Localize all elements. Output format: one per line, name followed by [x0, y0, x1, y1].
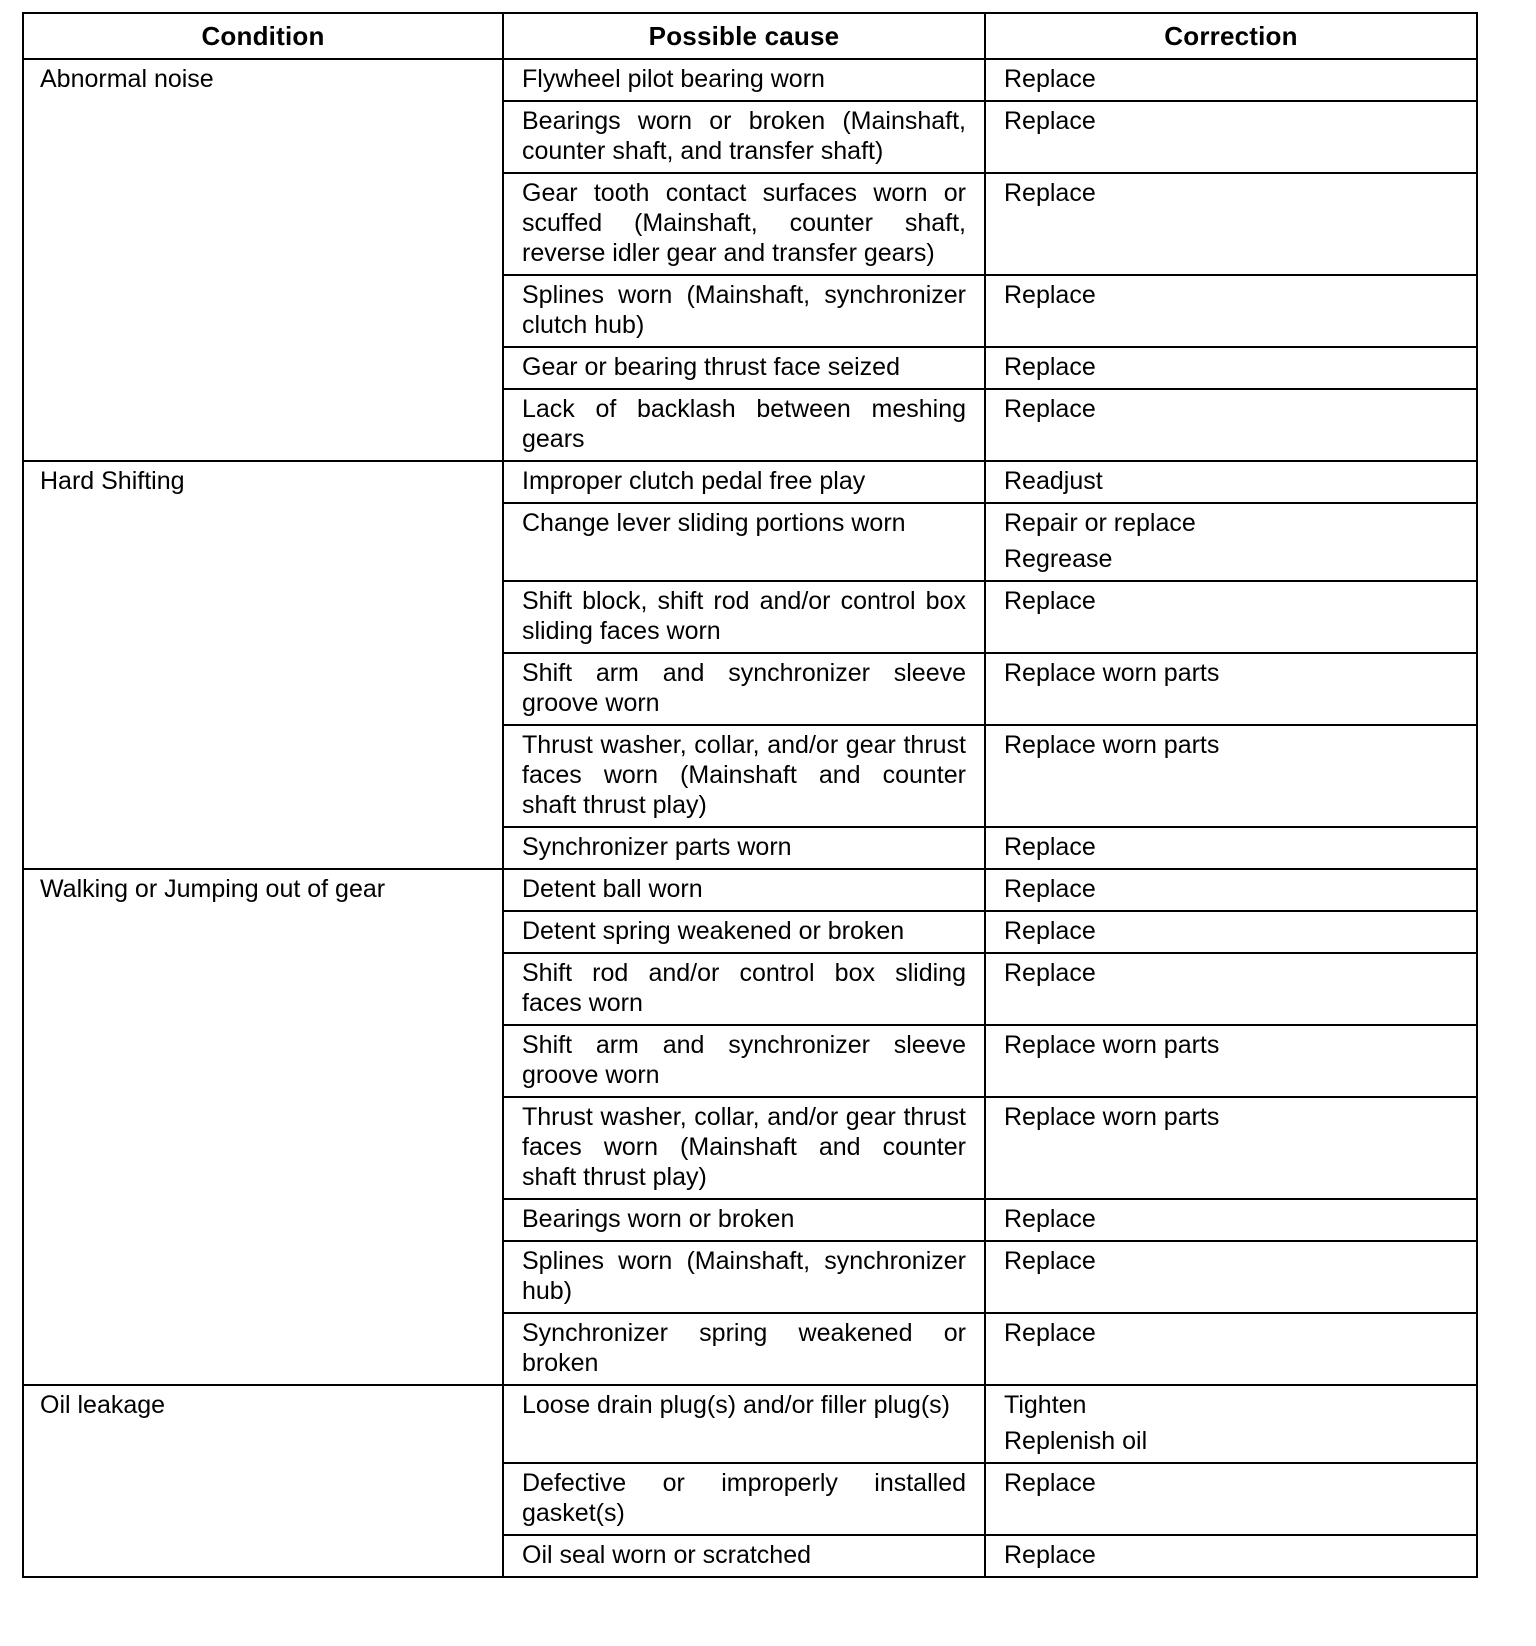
header-correction: Correction	[985, 13, 1477, 59]
table-row	[23, 461, 1477, 503]
header-row	[23, 13, 1477, 59]
possible-cause-cell: Shift rod and/or control box sliding faces worn	[503, 953, 985, 1025]
correction-cell	[985, 503, 1477, 581]
possible-cause-cell: Bearings worn or broken (Mainshaft, counter shaft, and transfer shaft)	[503, 101, 985, 173]
possible-cause-cell: Thrust washer, collar, and/or gear thrust faces worn (Mainshaft and counter shaft thrust play)	[503, 725, 985, 827]
troubleshooting-table-container	[22, 12, 1478, 1578]
correction-cell	[985, 1313, 1477, 1385]
table-row	[23, 869, 1477, 911]
possible-cause-cell: Lack of backlash between meshing gears	[503, 389, 985, 461]
correction-cell	[985, 389, 1477, 461]
correction-text: Replace	[1004, 875, 1096, 903]
table-row	[23, 59, 1477, 101]
possible-cause-cell: Gear tooth contact surfaces worn or scuffed (Mainshaft, counter shaft, reverse idler gear and transfer gears)	[503, 173, 985, 275]
possible-cause-cell: Synchronizer parts worn	[503, 827, 985, 869]
correction-cell	[985, 1025, 1477, 1097]
correction-cell	[985, 1463, 1477, 1535]
header-possible-cause: Possible cause	[503, 13, 985, 59]
correction-text: Replace	[1004, 959, 1096, 987]
correction-cell	[985, 347, 1477, 389]
correction-text: Replace	[1004, 1205, 1096, 1233]
possible-cause-cell: Gear or bearing thrust face seized	[503, 347, 985, 389]
possible-cause-cell: Improper clutch pedal free play	[503, 461, 985, 503]
possible-cause-cell: Flywheel pilot bearing worn	[503, 59, 985, 101]
possible-cause-cell: Detent ball worn	[503, 869, 985, 911]
correction-cell	[985, 653, 1477, 725]
condition-cell: Hard Shifting	[23, 461, 503, 869]
correction-cell	[985, 1199, 1477, 1241]
possible-cause-cell: Shift block, shift rod and/or control box sliding faces worn	[503, 581, 985, 653]
possible-cause-cell: Detent spring weakened or broken	[503, 911, 985, 953]
possible-cause-cell: Shift arm and synchronizer sleeve groove worn	[503, 1025, 985, 1097]
correction-text: Replace worn parts	[1004, 1031, 1220, 1059]
correction-text: Regrease	[1004, 545, 1113, 573]
possible-cause-cell: Defective or improperly installed gasket(s)	[503, 1463, 985, 1535]
correction-text: Replace worn parts	[1004, 659, 1220, 687]
correction-text: Replace	[1004, 917, 1096, 945]
correction-text: Replenish oil	[1004, 1427, 1148, 1455]
correction-text: Replace	[1004, 587, 1096, 615]
correction-cell	[985, 911, 1477, 953]
correction-text: Replace	[1004, 1319, 1096, 1347]
possible-cause-cell: Bearings worn or broken	[503, 1199, 985, 1241]
correction-text: Replace worn parts	[1004, 731, 1220, 759]
correction-cell	[985, 725, 1477, 827]
possible-cause-cell: Splines worn (Mainshaft, synchronizer clutch hub)	[503, 275, 985, 347]
possible-cause-cell: Synchronizer spring weakened or broken	[503, 1313, 985, 1385]
correction-text: Replace	[1004, 1247, 1096, 1275]
correction-cell	[985, 869, 1477, 911]
correction-cell	[985, 173, 1477, 275]
correction-text: Replace	[1004, 1469, 1096, 1497]
correction-cell	[985, 1385, 1477, 1463]
correction-text: Replace	[1004, 281, 1096, 309]
possible-cause-cell: Shift arm and synchronizer sleeve groove worn	[503, 653, 985, 725]
condition-cell: Abnormal noise	[23, 59, 503, 461]
correction-text: Replace	[1004, 107, 1096, 135]
condition-cell: Walking or Jumping out of gear	[23, 869, 503, 1385]
correction-text: Replace	[1004, 353, 1096, 381]
correction-cell	[985, 827, 1477, 869]
correction-text: Replace	[1004, 1541, 1096, 1569]
correction-cell	[985, 1241, 1477, 1313]
correction-cell	[985, 1535, 1477, 1577]
table-row	[23, 1385, 1477, 1463]
correction-text: Replace	[1004, 179, 1096, 207]
correction-cell	[985, 953, 1477, 1025]
correction-text: Tighten	[1004, 1391, 1087, 1419]
possible-cause-cell: Loose drain plug(s) and/or filler plug(s)	[503, 1385, 985, 1463]
possible-cause-cell: Splines worn (Mainshaft, synchronizer hub)	[503, 1241, 985, 1313]
correction-cell	[985, 275, 1477, 347]
possible-cause-cell: Oil seal worn or scratched	[503, 1535, 985, 1577]
possible-cause-cell: Change lever sliding portions worn	[503, 503, 985, 581]
correction-cell	[985, 461, 1477, 503]
correction-text: Replace	[1004, 65, 1096, 93]
correction-cell	[985, 101, 1477, 173]
header-condition: Condition	[23, 13, 503, 59]
correction-text: Replace	[1004, 395, 1096, 423]
correction-cell	[985, 59, 1477, 101]
troubleshooting-table	[22, 12, 1478, 1578]
condition-cell: Oil leakage	[23, 1385, 503, 1577]
correction-text: Replace	[1004, 833, 1096, 861]
correction-text: Repair or replace	[1004, 509, 1196, 537]
correction-text: Readjust	[1004, 467, 1103, 495]
table-body	[23, 59, 1477, 1577]
correction-cell	[985, 1097, 1477, 1199]
correction-cell	[985, 581, 1477, 653]
correction-text: Replace worn parts	[1004, 1103, 1220, 1131]
possible-cause-cell: Thrust washer, collar, and/or gear thrust faces worn (Mainshaft and counter shaft thrust play)	[503, 1097, 985, 1199]
